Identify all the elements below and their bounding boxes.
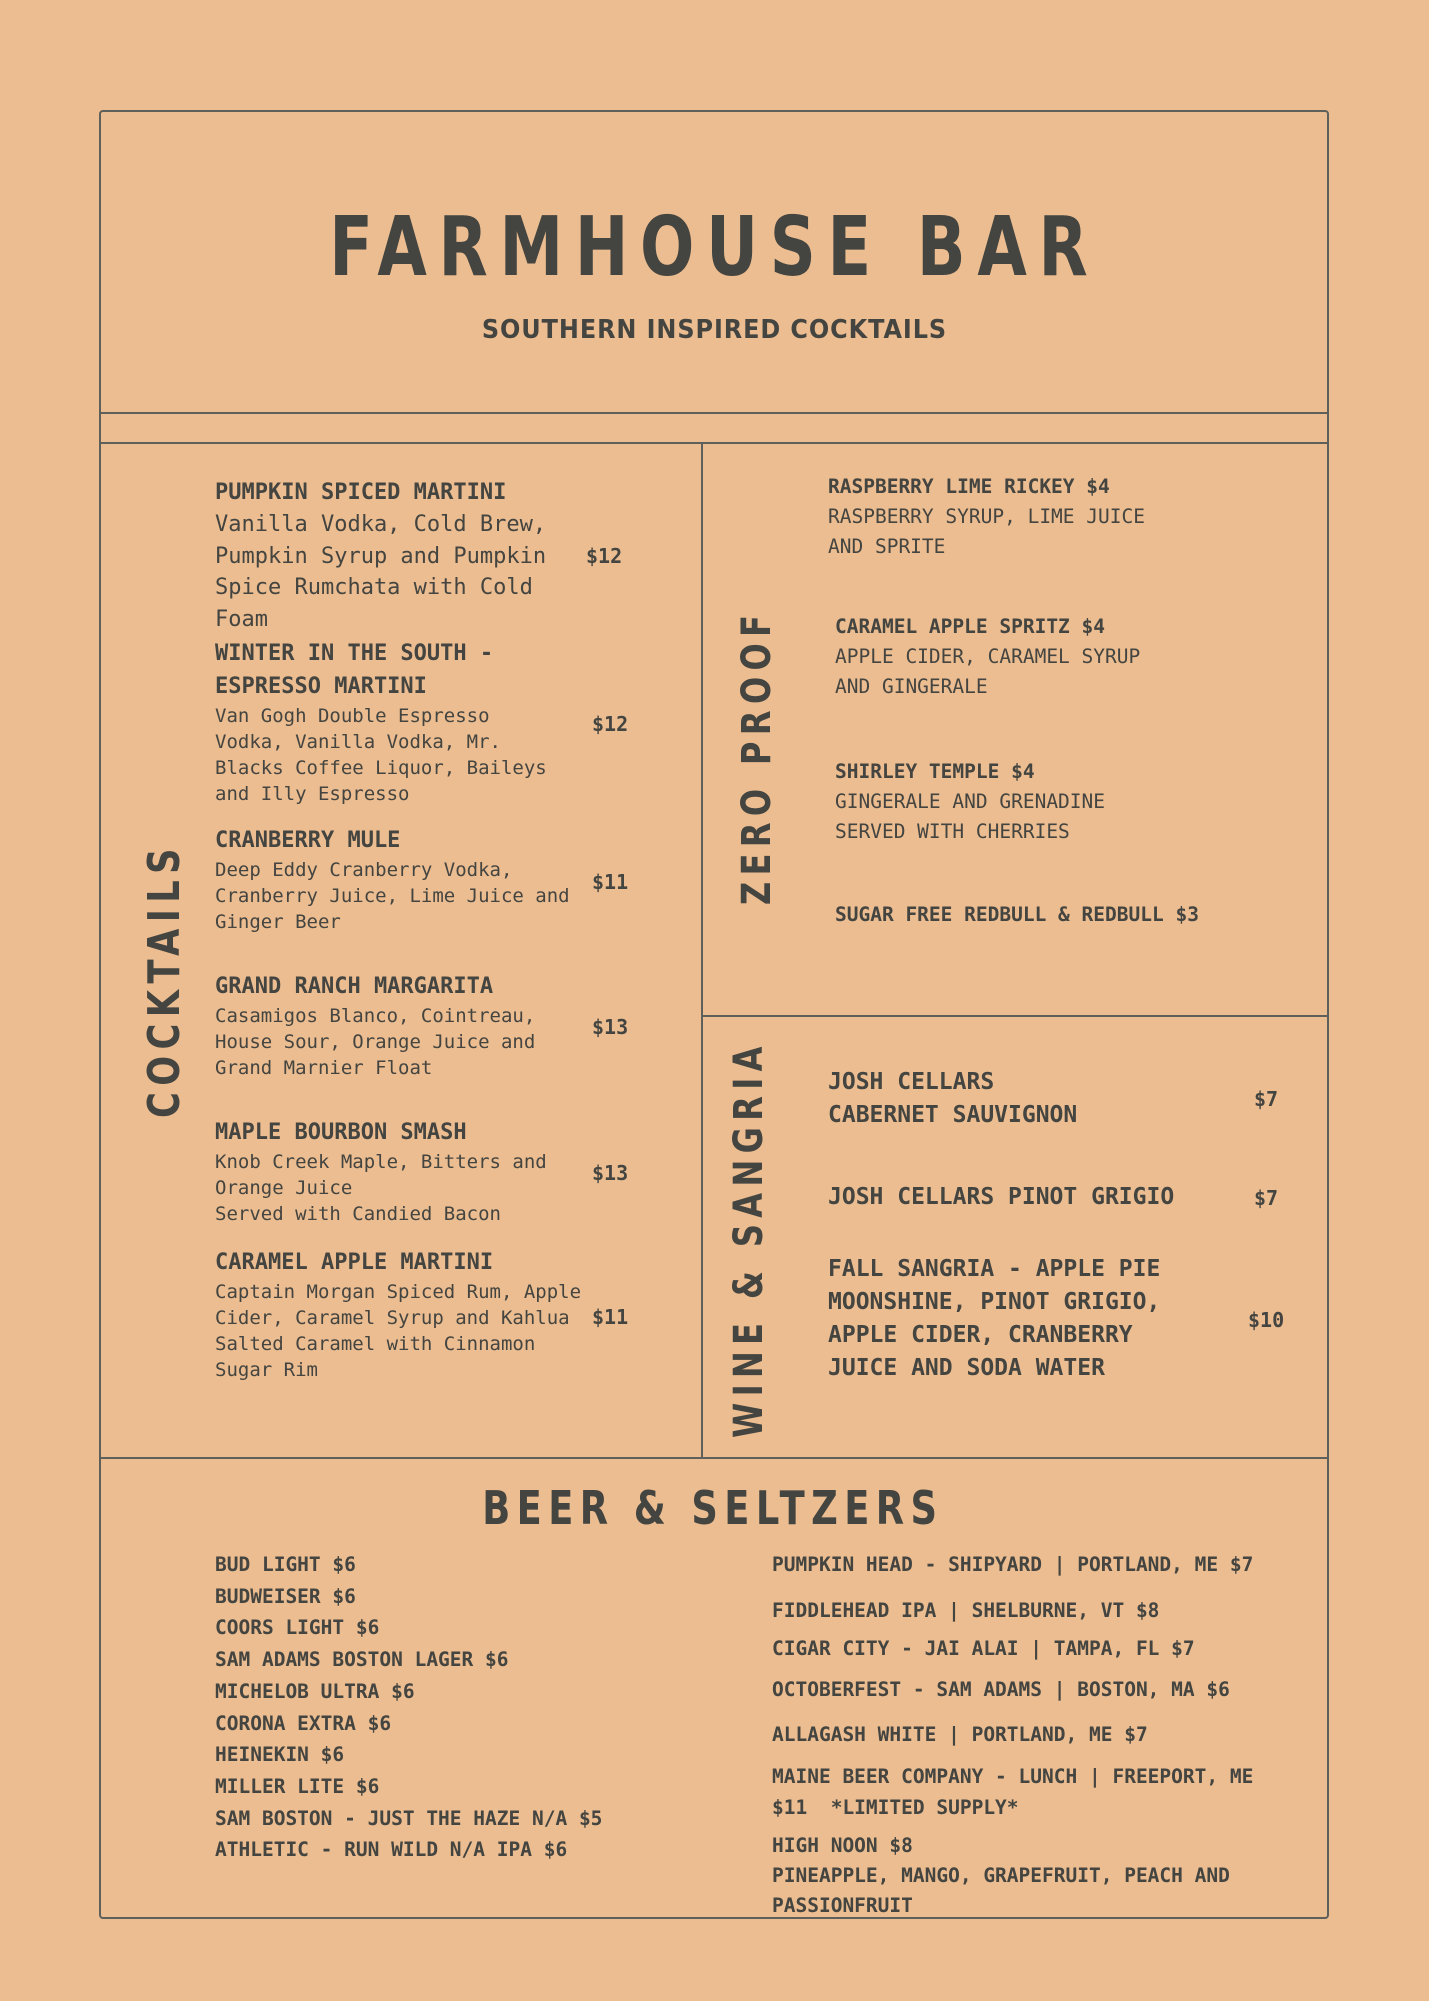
beer-item: CIGAR CITY - JAI ALAI | TAMPA, FL $7 [772,1637,1195,1660]
cocktail-desc: Captain Morgan Spiced Rum, Apple Cider, Caramel Syrup and Kahlua Salted Caramel with Cinnamon Sugar Rim [215,1281,582,1381]
divider-beer [99,1457,1329,1459]
cocktail-desc: Casamigos Blanco, Cointreau, House Sour, Orange Juice and Grand Marnier Float [215,1005,536,1079]
beer-item: HIGH NOON $8 [772,1834,913,1857]
cocktail-price: $11 [592,1305,629,1329]
zero-proof-item [835,900,1199,930]
divider-header-1 [99,412,1329,414]
cocktail-name: GRAND RANCH MARGARITA [215,974,494,999]
wine-price: $7 [1254,1087,1279,1111]
beer-item: ALLAGASH WHITE | PORTLAND, ME $7 [772,1723,1148,1746]
cocktail-desc: Knob Creek Maple, Bitters and Orange Juice [215,1151,547,1199]
beer-item: FIDDLEHEAD IPA | SHELBURNE, VT $8 [772,1599,1160,1622]
zero-proof-item [835,612,1140,702]
cocktail-price: $12 [592,712,629,736]
cocktail-item [215,1116,575,1227]
wine-item [828,1253,1160,1385]
zero-proof-item [835,757,1105,847]
zero-proof-desc: RASPBERRY SYRUP, LIME JUICE [828,505,1145,528]
beer-item: ATHLETIC - RUN WILD N/A IPA $6 [215,1838,568,1862]
zero-proof-desc: AND SPRITE [828,535,946,558]
cocktail-desc: Deep Eddy Cranberry Vodka, Cranberry Juice, Lime Juice and Ginger Beer [215,859,570,933]
wine-price: $10 [1248,1308,1285,1332]
beer-item: BUD LIGHT $6 [215,1553,356,1576]
cocktail-item [215,1246,585,1383]
beer-item: PUMPKIN HEAD - SHIPYARD | PORTLAND, ME $7 [772,1553,1254,1576]
wine-name: JUICE AND SODA WATER [828,1355,1105,1381]
cocktail-name: PUMPKIN SPICED MARTINI [215,480,507,505]
divider-zero-wine [702,1015,1329,1017]
wine-item [828,1181,1174,1214]
cocktail-desc: Served with Candied Bacon [215,1203,501,1225]
cocktail-name: ESPRESSO MARTINI [215,674,427,699]
cocktail-name: CARAMEL APPLE MARTINI [215,1250,494,1275]
cocktail-desc: Van Gogh Double Espresso Vodka, Vanilla Vodka, Mr. Blacks Coffee Liquor, Baileys and Illy Espresso [215,705,547,805]
zero-proof-name: SUGAR FREE REDBULL & REDBULL $3 [835,903,1199,926]
zero-proof-heading: ZERO PROOF [734,608,780,905]
cocktail-price: $11 [592,870,629,894]
cocktail-name: WINTER IN THE SOUTH - [215,641,494,666]
wine-name: JOSH CELLARS PINOT GRIGIO [828,1184,1175,1210]
zero-proof-desc: SERVED WITH CHERRIES [835,820,1070,843]
beer-list-left [215,1549,602,1866]
divider-vertical [701,443,703,1458]
beer-item: PASSIONFRUIT [772,1894,913,1917]
cocktail-price: $13 [592,1161,629,1185]
beer-item: COORS LIGHT $6 [215,1616,380,1640]
page-subtitle: SOUTHERN INSPIRED COCKTAILS [481,315,948,345]
beer-item: $11 *LIMITED SUPPLY* [772,1796,1019,1819]
beer-item: CORONA EXTRA $6 [215,1711,392,1735]
wine-item [828,1066,1077,1132]
cocktail-item [215,970,575,1081]
beer-item: BUDWEISER $6 [215,1584,356,1608]
wine-price: $7 [1254,1186,1279,1210]
beer-item: MICHELOB ULTRA $6 [215,1679,415,1703]
zero-proof-desc: APPLE CIDER, CARAMEL SYRUP [835,645,1141,668]
zero-proof-name: RASPBERRY LIME RICKEY $4 [828,475,1110,498]
cocktail-desc: Vanilla Vodka, Cold Brew, Pumpkin Syrup and Pumpkin Spice Rumchata with Cold Foam [215,512,547,632]
wine-name: JOSH CELLARS [828,1069,995,1095]
divider-header-2 [99,442,1329,444]
cocktail-name: CRANBERRY MULE [215,828,401,853]
wine-name: MOONSHINE, PINOT GRIGIO, [828,1289,1161,1315]
cocktail-price: $13 [592,1015,629,1039]
zero-proof-item [828,472,1145,562]
zero-proof-desc: GINGERALE AND GRENADINE [835,790,1106,813]
beer-item: MAINE BEER COMPANY - LUNCH | FREEPORT, ME [772,1765,1254,1788]
cocktail-item [215,637,565,807]
wine-sangria-heading: WINE & SANGRIA [726,1040,772,1438]
beer-item: SAM BOSTON - JUST THE HAZE N/A $5 [215,1806,603,1830]
cocktail-item [215,824,575,935]
cocktail-price: $12 [586,544,623,568]
zero-proof-name: SHIRLEY TEMPLE $4 [835,760,1035,783]
beer-item: PINEAPPLE, MANGO, GRAPEFRUIT, PEACH AND [772,1864,1230,1887]
beer-item: MILLER LITE $6 [215,1774,380,1798]
zero-proof-name: CARAMEL APPLE SPRITZ $4 [835,615,1106,638]
wine-name: FALL SANGRIA - APPLE PIE [828,1256,1161,1282]
zero-proof-desc: AND GINGERALE [835,675,988,698]
wine-name: APPLE CIDER, CRANBERRY [828,1322,1133,1348]
beer-heading: BEER & SELTZERS [482,1481,944,1535]
wine-name: CABERNET SAUVIGNON [828,1102,1078,1128]
beer-item: HEINEKIN $6 [215,1743,345,1767]
cocktails-heading: COCKTAILS [139,842,190,1118]
cocktail-item [215,476,575,635]
beer-item: SAM ADAMS BOSTON LAGER $6 [215,1648,509,1672]
beer-item: OCTOBERFEST - SAM ADAMS | BOSTON, MA $6 [772,1678,1230,1701]
cocktail-name: MAPLE BOURBON SMASH [215,1120,467,1145]
page-title: FARMHOUSE BAR [329,200,1100,295]
